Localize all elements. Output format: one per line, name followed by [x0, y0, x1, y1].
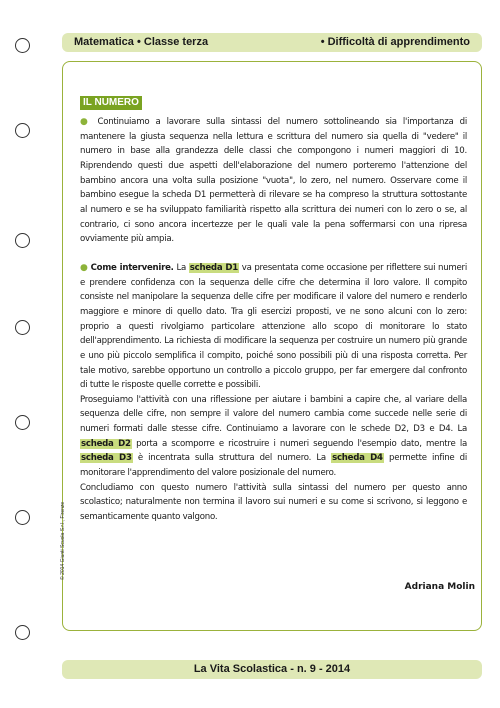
paragraph-come-intervenire: ● Come intervenire. La scheda D1 va presentata come occasione per riflettere sui numeri e prendere confidenza con la sequenza delle cifre che determina il loro valore. Il compito consiste nel manipolare la sequenza delle cifre per modificare il valore del numero e renderlo maggiore e minore di quello dato. Tra gli esercizi proposti, ve ne sono alcuni con lo zero: proprio a questi rivolgiamo particolare attenzione allo scopo di monitorare lo stato dell'apprendimento. La richiesta di modificare la sequenza per costruire un numero più grande e uno più piccolo semplifica il compito, poiché sono possibili più di una risposta corretta. Per tale motivo, sarebbe opportuno un controllo a piccolo gruppo, per far emergere dal confronto di tutte le risposte quelle corrette e possibili. [80, 262, 467, 391]
highlight-scheda-d1: scheda D1 [189, 262, 238, 273]
author-signature: Adriana Molin [404, 582, 475, 592]
highlight-scheda-d2: scheda D2 [81, 438, 131, 449]
paragraph-intro: ● Continuiamo a lavorare sulla sintassi del numero sottolineando sia l'importanza di mantenere la giusta sequenza nella lettura e scrittura del numero sia quella di "vedere" il numero in base alla grandezza delle classi che compongono i numeri maggiori di 10. Riprendendo questi due aspetti dell'elaborazione del numero porteremo l'attenzione del bambino ancora una volta sulla posizione "vuota", lo zero, nel numero. Osservare come il bambino esegue la scheda D1 permetterà di rilevare se ha compreso la struttura sottostante al numero e se ha sviluppato familiarità rispetto alla scrittura dei numeri con lo zero o se, al contrario, ci sono ancora incertezze per le quali vale la pena soffermarsi con una ripresa ovviamente più ampia. [80, 117, 468, 245]
bullet-icon: ● [80, 262, 88, 273]
paragraph-schede: Proseguiamo l'attività con una riflessione per aiutare i bambini a capire che, al variare della sequenza delle cifre, non sempre il valore del numero cambia come succede nelle serie di numeri formati dalle stesse cifre. Continuiamo a lavorare con le schede D2, D3 e D4. La scheda D2 porta a scomporre e ricostruire i numeri seguendo l'esempio dato, mentre la scheda D3 è incentrata sulla struttura del numero. La scheda D4 permette infine di monitorare l'apprendimento del valore posizionale del numero. [80, 394, 468, 479]
binder-hole [15, 510, 30, 525]
binder-hole [15, 123, 30, 138]
lead-heading: Come intervenire. [90, 262, 174, 273]
binder-hole [15, 625, 30, 640]
header-topic: • Difficoltà di apprendimento [320, 36, 470, 48]
binder-hole [15, 233, 30, 248]
binder-hole [15, 320, 30, 335]
article-body [80, 115, 467, 525]
binder-hole [15, 38, 30, 53]
highlight-scheda-d3: scheda D3 [81, 453, 132, 464]
copyright-note: © 2014 Giunti Scuola S.r.l., Firenze [60, 501, 66, 580]
highlight-scheda-d4: scheda D4 [332, 453, 383, 464]
section-title: IL NUMERO [80, 96, 142, 110]
page-header [62, 33, 482, 52]
header-subject: Matematica • Classe terza [74, 36, 209, 48]
page-footer: La Vita Scolastica - n. 9 - 2014 [62, 660, 482, 679]
bullet-icon: ● [80, 117, 92, 127]
binder-hole [15, 415, 30, 430]
paragraph-conclusion: Concludiamo con questo numero l'attività sulla sintassi del numero per questo anno scolastico; naturalmente non termina il lavoro sui numeri e su come si scrivono, si leggono e semanticamente quanto valgono. [80, 482, 467, 523]
